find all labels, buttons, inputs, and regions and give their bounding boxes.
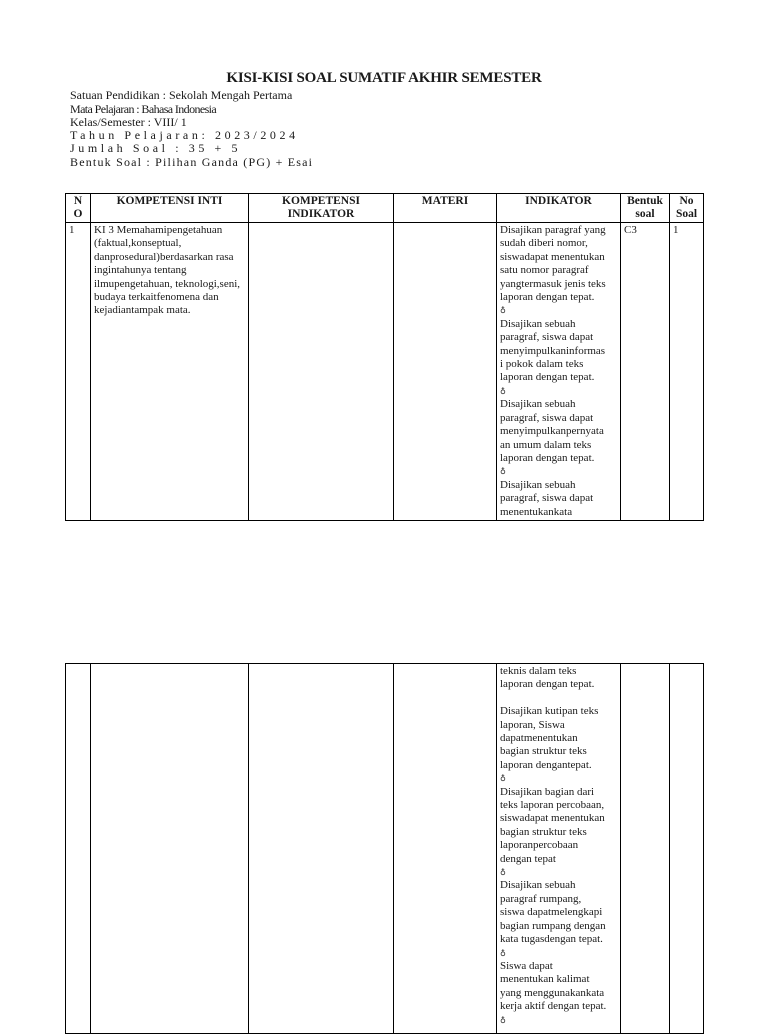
indikator-line: satu nomor paragraf bbox=[500, 264, 589, 277]
cell-bentuk-soal bbox=[621, 664, 670, 1034]
kisi-kisi-table-page1 bbox=[65, 193, 704, 521]
indikator-line: paragraf, siswa dapat bbox=[500, 331, 594, 344]
indikator-line: siswadapat menentukan bbox=[500, 250, 605, 263]
header-no: N O bbox=[66, 194, 91, 223]
indikator-line: paragraf, siswa dapat bbox=[500, 492, 594, 505]
indikator-line: sudah diberi nomor, bbox=[500, 237, 588, 250]
indikator-line: Disajikan sebuah bbox=[500, 478, 576, 491]
meta-kelas-semester: Kelas/Semester : VIII/ 1 bbox=[70, 115, 187, 129]
bullet-icon: ♁ bbox=[500, 467, 506, 477]
cell-no-soal: 1 bbox=[670, 223, 704, 521]
header-indikator: INDIKATOR bbox=[497, 194, 621, 223]
indikator-line: kerja aktif dengan tepat. bbox=[500, 1000, 607, 1013]
indikator-line: teks laporan percobaan, bbox=[500, 799, 605, 812]
indikator-line: Siswa dapat bbox=[500, 959, 553, 972]
indikator-line: yangtermasuk jenis teks bbox=[500, 277, 606, 290]
indikator-line: teknis dalam teks bbox=[500, 665, 577, 677]
indikator-line: Disajikan sebuah bbox=[500, 398, 576, 411]
meta-satuan-pendidikan: Satuan Pendidikan : Sekolah Mengah Pertama bbox=[70, 88, 293, 102]
indikator-line: laporan dengan tepat. bbox=[500, 678, 595, 691]
indikator-line: laporan dengan tepat. bbox=[500, 291, 595, 304]
indikator-line: paragraf, siswa dapat bbox=[500, 411, 594, 424]
indikator-line: yang menggunakankata bbox=[500, 986, 605, 999]
indikator-line: dapatmenentukan bbox=[500, 732, 578, 745]
meta-bentuk-soal: Bentuk Soal : Pilihan Ganda (PG) + Esai bbox=[70, 155, 314, 169]
meta-tahun-pelajaran: Tahun Pelajaran: 2023/2024 bbox=[70, 128, 299, 142]
cell-materi bbox=[394, 664, 497, 1034]
bullet-icon: ♁ bbox=[500, 948, 506, 958]
cell-kompetensi-indikator bbox=[249, 223, 394, 521]
indikator-line: menentukankata bbox=[500, 505, 573, 518]
indikator-line: i pokok dalam teks bbox=[500, 358, 584, 371]
indikator-line: siswadapat menentukan bbox=[500, 812, 605, 825]
kisi-kisi-table-page2 bbox=[65, 663, 704, 1034]
indikator-line: laporan dengan tepat. bbox=[500, 451, 595, 464]
indikator-line bbox=[500, 692, 617, 705]
indikator-line: laporan, Siswa bbox=[500, 718, 565, 731]
indikator-line: kata tugasdengan tepat. bbox=[500, 933, 603, 946]
indikator-line: bagian struktur teks bbox=[500, 745, 587, 758]
cell-materi bbox=[394, 223, 497, 521]
indikator-line: menyimpulkanpernyata bbox=[500, 425, 604, 438]
indikator-line: Disajikan sebuah bbox=[500, 317, 576, 330]
table-row bbox=[66, 664, 704, 1034]
indikator-line: Disajikan bagian dari bbox=[500, 785, 595, 798]
indikator-line: menyimpulkaninformas bbox=[500, 344, 606, 357]
bullet-icon: ♁ bbox=[500, 1015, 506, 1025]
header-bentuk-soal: Bentuk soal bbox=[621, 194, 670, 223]
cell-indikator bbox=[497, 223, 621, 521]
cell-kompetensi-inti: KI 3 Memahamipengetahuan (faktual,konseptual, danprosedural)berdasarkan rasa ingintahunya tentang ilmupengetahuan, teknologi,seni, budaya terkaitfenomena dan kejadiantampak mata. bbox=[91, 223, 249, 521]
indikator-line: dengan tepat bbox=[500, 852, 556, 865]
cell-no bbox=[66, 664, 91, 1034]
header-kompetensi-inti: KOMPETENSI INTI bbox=[91, 194, 249, 223]
bullet-icon: ♁ bbox=[500, 868, 506, 878]
bullet-icon: ♁ bbox=[500, 306, 506, 316]
cell-kompetensi-indikator bbox=[249, 664, 394, 1034]
header-no-soal: No Soal bbox=[670, 194, 704, 223]
indikator-line: laporan dengan tepat. bbox=[500, 371, 595, 384]
document-title: KISI-KISI SOAL SUMATIF AKHIR SEMESTER bbox=[226, 70, 542, 86]
indikator-line: menentukan kalimat bbox=[500, 973, 590, 986]
bullet-icon: ♁ bbox=[500, 774, 506, 784]
indikator-line: paragraf rumpang, bbox=[500, 892, 582, 905]
bullet-icon: ♁ bbox=[500, 386, 506, 396]
header-materi: MATERI bbox=[394, 194, 497, 223]
meta-jumlah-soal: Jumlah Soal : 35 + 5 bbox=[70, 141, 242, 155]
cell-kompetensi-inti bbox=[91, 664, 249, 1034]
indikator-line: Disajikan paragraf yang bbox=[500, 224, 606, 236]
cell-indikator bbox=[497, 664, 621, 1034]
indikator-line: laporan dengantepat. bbox=[500, 758, 592, 771]
indikator-line: bagian rumpang dengan bbox=[500, 919, 606, 932]
indikator-line: Disajikan sebuah bbox=[500, 879, 576, 892]
indikator-line: siswa dapatmelengkapi bbox=[500, 906, 603, 919]
indikator-line: Disajikan kutipan teks bbox=[500, 705, 599, 718]
table-header-row bbox=[66, 194, 704, 223]
indikator-line: an umum dalam teks bbox=[500, 438, 592, 451]
header-kompetensi-indikator: KOMPETENSI INDIKATOR bbox=[249, 194, 394, 223]
cell-bentuk-soal: C3 bbox=[621, 223, 670, 521]
table-row bbox=[66, 223, 704, 521]
meta-mata-pelajaran: Mata Pelajaran : Bahasa Indonesia bbox=[70, 102, 217, 116]
indikator-line: bagian struktur teks bbox=[500, 825, 587, 838]
indikator-line: laporanpercobaan bbox=[500, 839, 579, 852]
cell-no-soal bbox=[670, 664, 704, 1034]
cell-no: 1 bbox=[66, 223, 91, 521]
